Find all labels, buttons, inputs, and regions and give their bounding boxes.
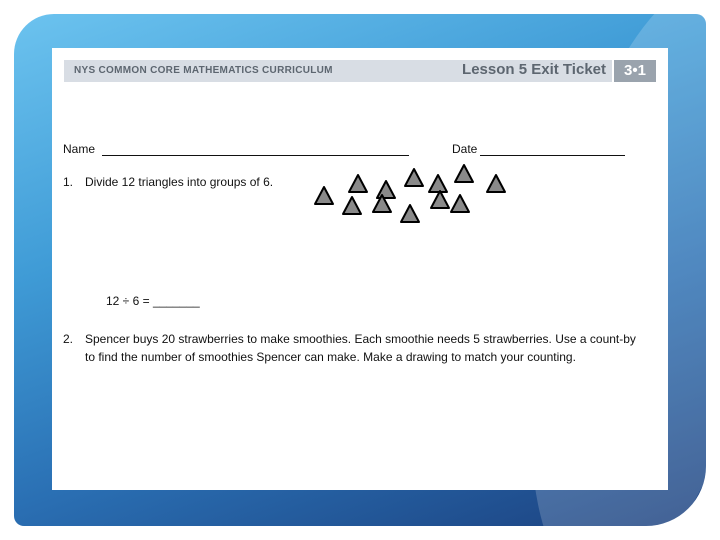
worksheet-page	[52, 48, 668, 490]
triangle-shape	[343, 197, 361, 214]
triangle-shape	[349, 175, 367, 192]
triangle-shape	[429, 175, 447, 192]
curriculum-label: NYS COMMON CORE MATHEMATICS CURRICULUM	[74, 65, 333, 76]
module-badge: 3•1	[614, 60, 656, 82]
problem1-number: 1.	[63, 175, 74, 189]
header-band	[64, 60, 612, 82]
triangle-shape	[405, 169, 423, 186]
name-label: Name	[63, 142, 96, 156]
triangle-shape	[451, 195, 469, 212]
problem1-equation: 12 ÷ 6 = _______	[106, 294, 200, 308]
lesson-title: Lesson 5 Exit Ticket	[462, 61, 606, 78]
problem1-text: Divide 12 triangles into groups of 6.	[85, 175, 274, 189]
triangle-shape	[315, 187, 333, 204]
date-line	[480, 155, 625, 156]
triangle-shape	[455, 165, 473, 182]
triangle-shape	[401, 205, 419, 222]
triangle-shape	[377, 181, 395, 198]
problem2-line2: to find the number of smoothies Spencer can make. Make a drawing to match your counting.	[85, 350, 576, 364]
triangle-set	[310, 160, 510, 230]
name-line	[102, 155, 409, 156]
problem2-number: 2.	[63, 332, 74, 346]
date-label: Date	[452, 142, 478, 156]
triangle-shape	[487, 175, 505, 192]
triangle-shape	[431, 191, 449, 208]
problem2-line1: Spencer buys 20 strawberries to make smoothies. Each smoothie needs 5 strawberries. Use a count-by	[85, 332, 636, 346]
